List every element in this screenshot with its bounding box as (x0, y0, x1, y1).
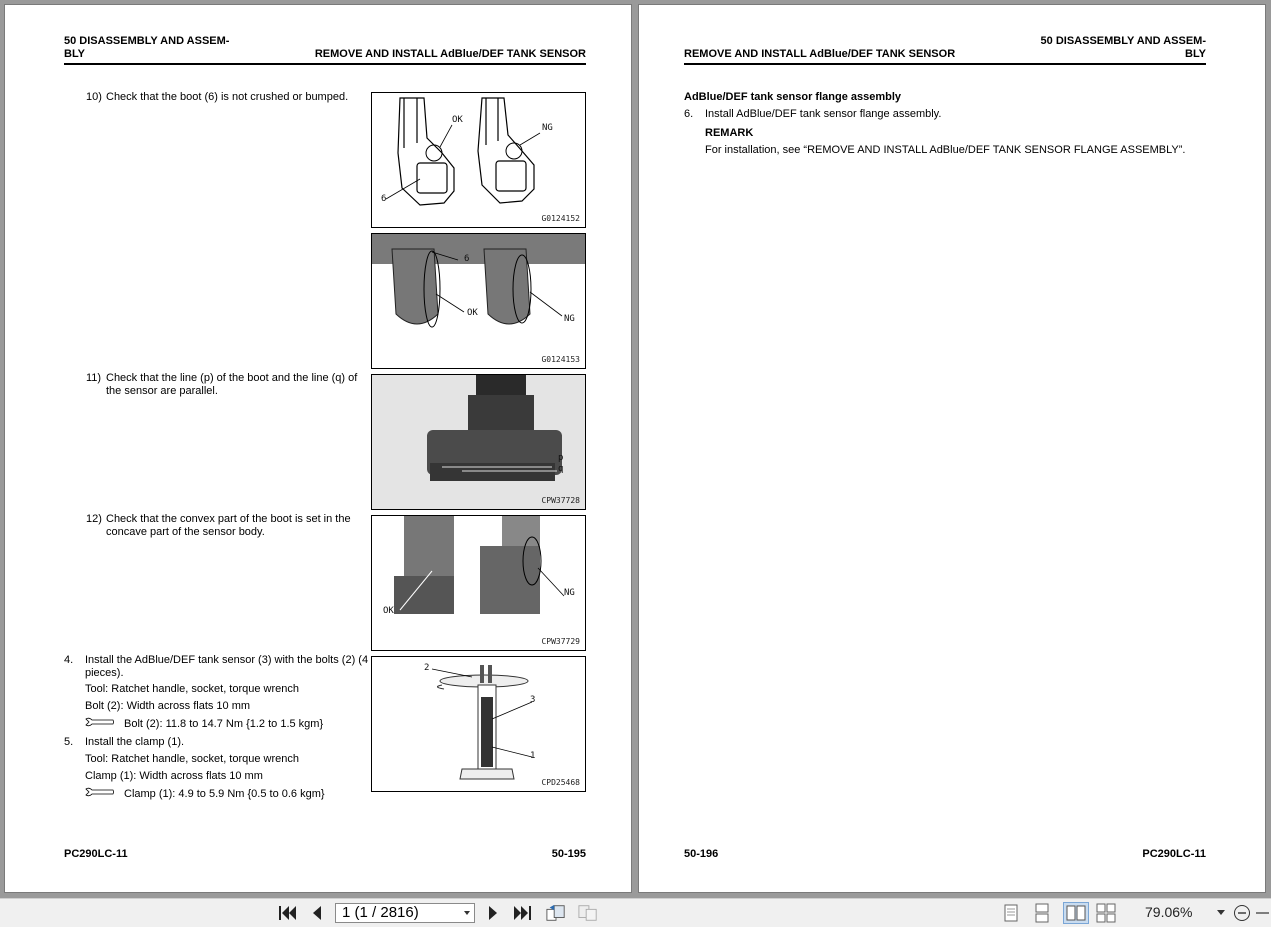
step-text: concave part of the sensor body. (106, 526, 265, 538)
figure-id: CPW37729 (541, 637, 580, 646)
footer-model: PC290LC-11 (64, 848, 128, 860)
zoom-level[interactable]: 79.06% (1145, 904, 1193, 920)
figure-illustration (372, 234, 585, 368)
figure-label: OK (383, 606, 394, 616)
figure-label: OK (467, 308, 478, 318)
footer-model: PC290LC-11 (1142, 848, 1206, 860)
bolt-spec: Bolt (2): Width across flats 10 mm (85, 700, 251, 712)
figure-label: 1 (530, 751, 536, 761)
page-number-select[interactable] (335, 903, 475, 923)
step-text: Install the AdBlue/DEF tank sensor (3) with the bolts (2) (4 (85, 654, 369, 666)
figure-illustration (372, 657, 585, 791)
step-text: Check that the line (p) of the boot and the line (q) of (106, 372, 358, 384)
figure-label: NG (564, 314, 575, 324)
figure-illustration (372, 93, 585, 227)
header-rule (684, 63, 1206, 65)
figure-boot-check (371, 92, 586, 228)
go-forward-view-button[interactable] (578, 903, 598, 923)
header-chapter-line1: 50 DISASSEMBLY AND ASSEM- (1040, 35, 1206, 47)
facing-pages-icon (1066, 904, 1086, 922)
zoom-out-button[interactable] (1232, 904, 1252, 922)
figure-id: CPD25468 (541, 778, 580, 787)
single-page-view-button[interactable] (1001, 903, 1021, 923)
figure-label: 6 (464, 254, 470, 264)
figure-tank-sensor (371, 656, 586, 792)
continuous-view-button[interactable] (1032, 903, 1052, 923)
step-text: Check that the convex part of the boot is set in the (106, 513, 351, 525)
facing-view-button[interactable] (1063, 902, 1089, 924)
zoom-out-icon (1233, 904, 1251, 922)
step-text: Check that the boot (6) is not crushed or bumped. (106, 91, 349, 103)
torque-spec: Clamp (1): 4.9 to 5.9 Nm {0.5 to 0.6 kgm} (124, 788, 325, 800)
header-title: REMOVE AND INSTALL AdBlue/DEF TANK SENSOR (684, 48, 956, 60)
figure-label: 3 (530, 695, 536, 705)
zoom-slider[interactable] (1255, 904, 1269, 922)
section-title: AdBlue/DEF tank sensor flange assembly (684, 91, 902, 103)
header-chapter-line2: BLY (64, 48, 85, 60)
forward-view-icon (578, 903, 598, 923)
torque-spec: Bolt (2): 11.8 to 14.7 Nm {1.2 to 1.5 kgm} (124, 718, 324, 730)
header-rule (64, 63, 586, 65)
page-50-196 (639, 5, 1265, 892)
figure-boot-shape (371, 233, 586, 369)
next-page-button[interactable] (483, 903, 503, 923)
step-number: 12) (86, 513, 102, 525)
step-text: the sensor are parallel. (106, 385, 218, 397)
step-number: 6. (684, 108, 694, 120)
figure-boot-lines (371, 374, 586, 510)
single-page-icon (1003, 903, 1019, 923)
figure-label: 2 (424, 663, 430, 673)
header-chapter-line2: BLY (1185, 48, 1206, 60)
tool-text: Tool: Ratchet handle, socket, torque wrench (85, 753, 300, 765)
last-page-button[interactable] (513, 903, 533, 923)
zoom-slider-track-icon (1255, 904, 1269, 922)
tool-text: Tool: Ratchet handle, socket, torque wrench (85, 683, 300, 695)
footer-page-number: 50-196 (684, 848, 719, 860)
footer-page-number: 50-195 (551, 848, 586, 860)
continuous-facing-icon (1096, 903, 1116, 923)
continuous-page-icon (1034, 903, 1050, 923)
page-50-195 (5, 5, 631, 892)
figure-label: OK (452, 115, 463, 125)
step-text: Install the clamp (1). (85, 736, 185, 748)
figure-illustration (372, 516, 585, 650)
figure-label: q (558, 464, 564, 474)
torque-wrench-icon (85, 717, 115, 727)
first-page-button[interactable] (277, 903, 297, 923)
remark-title: REMARK (705, 127, 754, 139)
figure-id: G0124152 (541, 214, 580, 223)
header-chapter (64, 35, 229, 61)
step-number: 11) (86, 372, 102, 384)
zoom-dropdown-button[interactable] (1216, 905, 1226, 921)
figure-label: NG (542, 123, 553, 133)
torque-wrench-icon (85, 787, 115, 797)
step-number: 5. (64, 736, 74, 748)
chevron-down-icon (464, 911, 470, 915)
remark-text: For installation, see “REMOVE AND INSTALL AdBlue/DEF TANK SENSOR FLANGE ASSEMBLY”. (705, 144, 1186, 156)
step-number: 4. (64, 654, 74, 666)
last-page-icon (513, 904, 533, 922)
figure-illustration (372, 375, 585, 509)
next-page-icon (486, 904, 500, 922)
continuous-facing-view-button[interactable] (1096, 903, 1116, 923)
figure-label: NG (564, 588, 575, 598)
step-text: pieces). (85, 667, 124, 679)
header-title: REMOVE AND INSTALL AdBlue/DEF TANK SENSOR (314, 48, 586, 60)
previous-page-button[interactable] (307, 903, 327, 923)
page-indicator: 1 (1 / 2816) (342, 904, 419, 921)
figure-label: 6 (381, 194, 387, 204)
figure-id: G0124153 (541, 355, 580, 364)
step-text: Install AdBlue/DEF tank sensor flange assembly. (705, 108, 942, 120)
figure-label: p (558, 453, 564, 463)
go-back-view-button[interactable] (546, 903, 566, 923)
previous-page-icon (310, 904, 324, 922)
figure-id: CPW37728 (541, 496, 580, 505)
first-page-icon (277, 904, 297, 922)
back-view-icon (546, 903, 566, 923)
clamp-spec: Clamp (1): Width across flats 10 mm (85, 770, 263, 782)
chevron-down-icon (1217, 910, 1225, 916)
header-chapter-line1: 50 DISASSEMBLY AND ASSEM- (64, 35, 230, 47)
header-chapter (1041, 35, 1206, 61)
figure-boot-convex (371, 515, 586, 651)
step-number: 10) (86, 91, 102, 103)
